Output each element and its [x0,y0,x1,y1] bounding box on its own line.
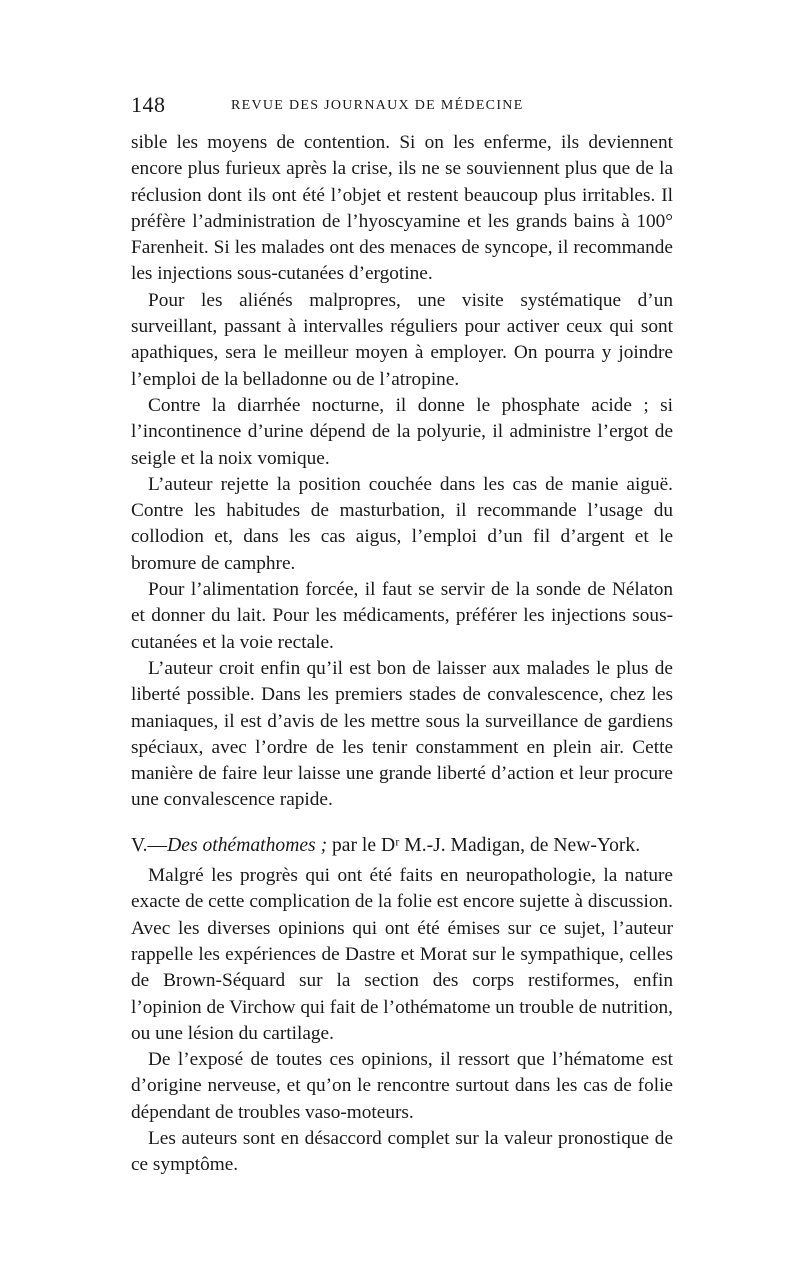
paragraph: Les auteurs sont en désaccord complet sur la valeur pronostique de ce symptôme. [131,1127,673,1176]
section-title: Des othémathomes ; [167,834,328,856]
page-header [131,92,671,120]
running-title: REVUE DES JOURNAUX DE MÉDECINE [231,98,524,113]
section-heading [131,833,673,859]
paragraph: Pour l’alimentation forcée, il faut se servir de la sonde de Nélaton et donner du lait. Pour les médicaments, préférer les injections sous-cutanées et la voie rectale. [131,579,673,653]
section-author: par le Dʳ M.-J. Madigan, de New-York. [327,834,641,856]
paragraph: Malgré les progrès qui ont été faits en neuropathologie, la nature exacte de cette complication de la folie est encore sujette à discussion. Avec les diverses opinions qui ont été émises sur ce sujet, l’auteur rappelle les expériences de Dastre et Morat sur le sympathique, celles de Brown-Séquard sur la section des corps restiformes, enfin l’opinion de Virchow qui fait de l’othématome un trouble de nutrition, ou une lésion du cartilage. [131,865,673,1044]
section-number: V.— [131,834,168,856]
paragraph: sible les moyens de contention. Si on les enferme, ils deviennent encore plus furieux après la crise, ils ne se souviennent plus que de la réclusion dont ils ont été l’objet et restent beaucoup plus irritables. Il préfère l’administration de l’hyoscyamine et les grands bains à 100° Farenheit. Si les malades ont des menaces de syncope, il recommande les injections sous-cutanées d’ergotine. [131,132,673,285]
paragraph: De l’exposé de toutes ces opinions, il ressort que l’hématome est d’origine nerveuse, et qu’on le rencontre surtout dans les cas de folie dépendant de troubles vaso-moteurs. [131,1049,673,1123]
page-number: 148 [131,92,166,117]
body-text [131,130,673,1179]
paragraph: Pour les aliénés malpropres, une visite systématique d’un surveillant, passant à intervalles réguliers pour activer ceux qui sont apathiques, sera le meilleur moyen à employer. On pourra y joindre l’emploi de la belladonne ou de l’atropine. [131,289,673,390]
paragraph: L’auteur croit enfin qu’il est bon de laisser aux malades le plus de liberté possible. Dans les premiers stades de convalescence, chez les maniaques, il est d’avis de les mettre sous la surveillance de gardiens spéciaux, avec l’ordre de les tenir constamment en plein air. Cette manière de faire leur laisse une grande liberté d’action et leur procure une convalescence rapide. [131,657,673,811]
paragraph: Contre la diarrhée nocturne, il donne le phosphate acide ; si l’incontinence d’urine dépend de la polyurie, il administre l’ergot de seigle et la noix vomique. [131,394,673,469]
paragraph: L’auteur rejette la position couchée dans les cas de manie aiguë. Contre les habitudes de masturbation, il recommande l’usage du collodion et, dans les cas aigus, l’emploi d’un fil d’argent et le bromure de camphre. [131,473,673,574]
